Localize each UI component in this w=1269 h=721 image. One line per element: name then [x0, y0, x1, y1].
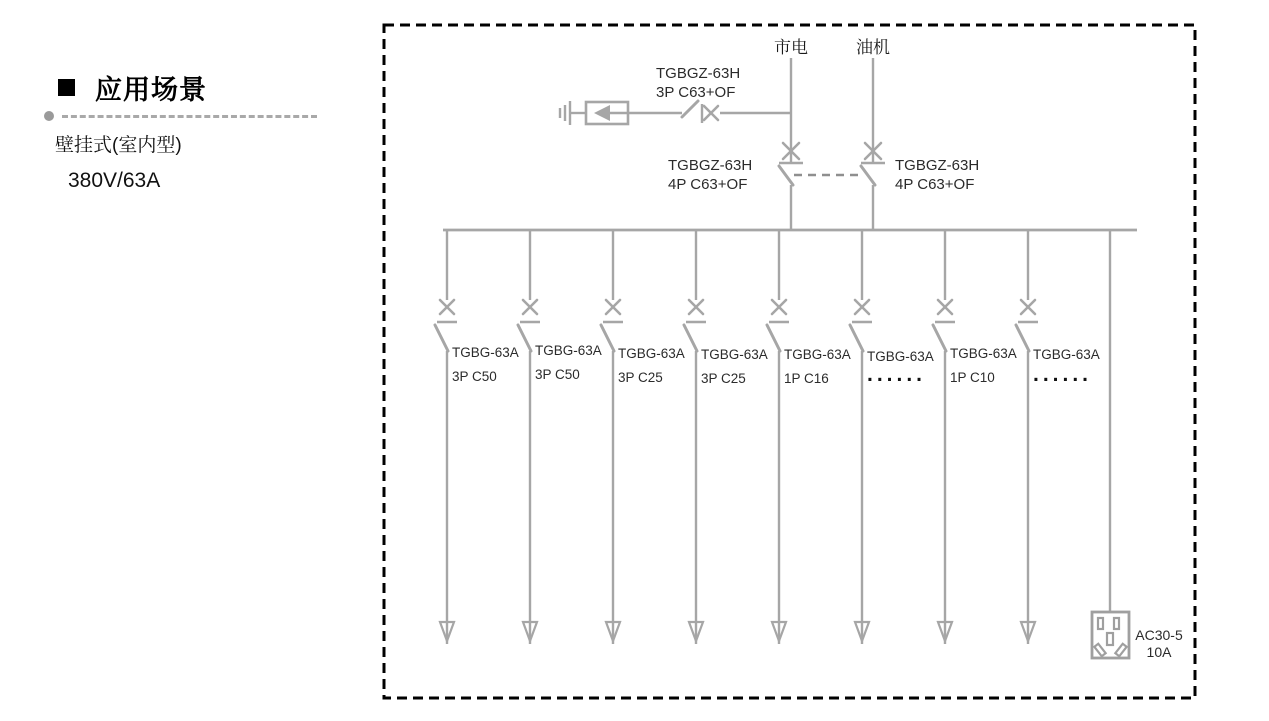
transfer-breaker-spec: 4P C63+OF: [668, 176, 748, 193]
branch-circuit: [435, 231, 519, 644]
branch-spec: 3P C50: [452, 369, 497, 384]
branch-model: TGBG-63A: [1033, 347, 1100, 362]
branch-spec: ......: [1033, 363, 1093, 386]
mains-label: 市电: [774, 38, 808, 57]
branch-model: TGBG-63A: [701, 347, 768, 362]
branch-model: TGBG-63A: [452, 345, 519, 360]
branch-spec: 1P C10: [950, 370, 995, 385]
breaker-icon: [933, 300, 955, 351]
ground-icon: [560, 101, 570, 125]
generator-label: 油机: [856, 38, 890, 57]
branch-model: TGBG-63A: [618, 346, 685, 361]
socket-model: AC30-5: [1135, 627, 1183, 643]
spd-breaker-spec: 3P C63+OF: [656, 84, 736, 101]
socket-rating: 10A: [1146, 644, 1172, 660]
socket-icon: [1092, 612, 1129, 658]
breaker-icon: [1016, 300, 1038, 351]
section-title: 应用场景: [95, 75, 207, 105]
branch-model: TGBG-63A: [867, 349, 934, 364]
branch-spec: 3P C50: [535, 367, 580, 382]
branch-circuit: [850, 231, 934, 644]
spd-breaker-model: TGBGZ-63H: [656, 65, 741, 82]
transfer-breaker-model: TGBGZ-63H: [668, 157, 753, 174]
branch-circuit: [518, 231, 602, 644]
branch-model: TGBG-63A: [535, 343, 602, 358]
branch-circuit: [684, 231, 768, 644]
branch-circuit: [601, 231, 685, 644]
breaker-icon: [682, 101, 718, 123]
socket-outlet: [1092, 231, 1183, 660]
branch-spec: 3P C25: [701, 371, 746, 386]
breaker-icon: [684, 300, 706, 351]
breaker-icon: [850, 300, 872, 351]
breaker-icon: [767, 300, 789, 351]
voltage-rating-label: 380V/63A: [68, 169, 161, 192]
branch-spec: ......: [867, 363, 927, 386]
branch-model: TGBG-63A: [784, 347, 851, 362]
branch-model: TGBG-63A: [950, 346, 1017, 361]
breaker-icon: [861, 143, 885, 185]
mount-type-label: 壁挂式(室内型): [55, 135, 182, 156]
source-generator: [856, 38, 979, 231]
transfer-breaker-spec: 4P C63+OF: [895, 176, 975, 193]
spd-branch: [560, 65, 791, 125]
breaker-icon: [601, 300, 623, 351]
branch-circuit: [1016, 231, 1100, 644]
breaker-icon: [779, 143, 803, 185]
branch-circuit: [933, 231, 1017, 644]
surge-protector-icon: [586, 102, 628, 124]
breaker-icon: [435, 300, 457, 351]
branch-spec: 3P C25: [618, 370, 663, 385]
transfer-breaker-model: TGBGZ-63H: [895, 157, 980, 174]
branch-circuit: [767, 231, 851, 644]
branch-spec: 1P C16: [784, 371, 829, 386]
